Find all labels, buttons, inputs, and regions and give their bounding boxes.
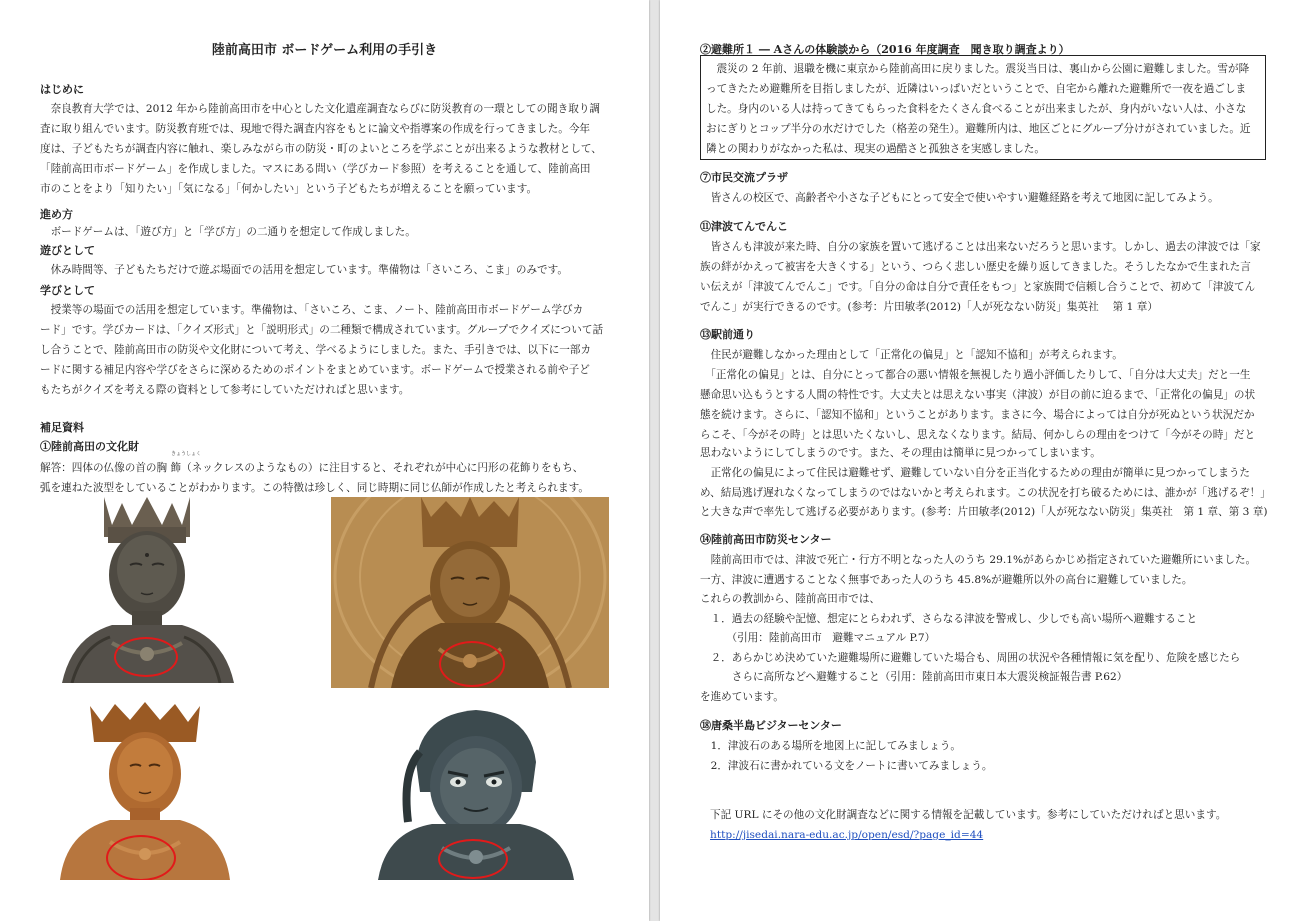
paragraph-line: 思わないようにしてしまうのです。また、その理由は簡単に見つかってしまいます。 (700, 447, 1101, 459)
paragraph-line: 皆さんも津波が来た時、自分の家族を置いて逃げることは出来ないだろうと思います。しかし、過去の津波では「家 (700, 241, 1261, 253)
section-heading-item13: ⑬駅前通り (700, 328, 755, 341)
fudo-statue-photo-4 (372, 702, 580, 880)
section-heading-supplement: 補足資料 (40, 421, 84, 434)
paragraph-line: め、結局逃げ遅れなくなってしまうのではないかと考えられます。この状況を打ち破るためには、誰かが「逃げるぞ！」 (700, 487, 1271, 499)
paragraph-line: ードに関する補足内容や学びをさらに深めるためのポイントをまとめています。ボードゲームで授業される前や子ど (40, 364, 590, 376)
testimony-line: 震災の 2 年前、退職を機に東京から陸前高田に戻りました。震災当日は、裏山から公園に避難しました。雪が降 (706, 63, 1250, 75)
paragraph-line: 一方、津波に遭遇することなく無事であった人のうち 45.8%が避難所以外の高台に避難していました。 (700, 574, 1193, 586)
testimony-line: 隣との関わりがなかった私は、現実の過酷さと孤独さを実感しました。 (706, 143, 1045, 155)
list-item: 2．津波石に書かれている文をノートに書いてみましょう。 (700, 760, 993, 772)
buddha-statue-photo-1 (52, 497, 242, 683)
section-heading-item1: ①陸前高田の文化財 (40, 440, 139, 453)
paragraph-line: 解答：四体の仏像の首の胸 飾（ネックレスのようなもの）に注目すると、それぞれが中心に円形の花飾りをもち、 (40, 462, 584, 474)
paragraph-line: もたちがクイズを考える際の資料として参考にしていただければと思います。 (40, 384, 410, 396)
paragraph-line: 皆さんの校区で、高齢者や小さな子どもにとって安全で使いやすい避難経路を考えて地図に記してみよう。 (700, 192, 1219, 204)
section-heading-intro: はじめに (40, 83, 84, 96)
paragraph-line: と大きな声で率先して逃げる必要があります。(参考：片田敏孝(2012)「人が死なない防災」集英社 第 1 章、第 3 章) (700, 506, 1268, 518)
paragraph-line: い伝えが「津波てんでんこ」です。「自分の命は自分で責任をもつ」と家族間で信頼し合うことで、初めて「津波てん (700, 281, 1256, 293)
paragraph-line: さらに高所などへ避難すること（引用：陸前高田市東日本大震災検証報告書 P.62） (700, 671, 1128, 683)
section-heading-play: 遊びとして (40, 244, 95, 257)
paragraph-line: でんこ」が実行できるのです。(参考：片田敏孝(2012)「人が死なない防災」集英社 第 1 章） (700, 301, 1158, 313)
section-heading-item11: ⑪津波てんでんこ (700, 220, 788, 233)
paragraph-line: ボードゲームは、「遊び方」と「学び方」の二通りを想定して作成しました。 (40, 226, 416, 238)
section-heading-method: 進め方 (40, 208, 73, 221)
paragraph-line: 査に取り組んでいます。防災教育班では、現地で得た調査内容をもとに論文や指導案の作成を行ってきました。今年 (40, 123, 591, 135)
paragraph-line: 授業等の場面での活用を想定しています。準備物は、「さいころ、こま、ノート、陸前高田市ボードゲーム学びカ (40, 304, 584, 316)
necklace-highlight-circle (438, 839, 508, 879)
paragraph-line: し合うことで、陸前高田市の防災や文化財について考え、学べるようにしました。また、手引きでは、以下に一部カ (40, 344, 592, 356)
document-page-right (660, 0, 1309, 921)
buddha-statue-photo-3 (60, 702, 230, 880)
section-heading-item18: ⑱唐桑半島ビジターセンター (700, 719, 842, 732)
paragraph-line: これらの教訓から、陸前高田市では、 (700, 593, 881, 605)
document-page-left (0, 0, 649, 921)
section-heading-learn: 学びとして (40, 284, 95, 297)
paragraph-line: 弧を連ねた波型をしていることがわかります。この特徴は珍しく、同じ時期に同じ仏師が作成したと考えられます。 (40, 482, 589, 494)
paragraph-line: ード」です。学びカードは、「クイズ形式」と「説明形式」の二種類で構成されています。グループでクイズについて話 (40, 324, 604, 336)
testimony-line: ってきたため避難所を目指しましたが、近隣はいっぱいだということで、自宅から離れた避難所で一夜を過ごしま (706, 83, 1247, 95)
paragraph-line: 市のことをより「知りたい」「気になる」「何かしたい」という子どもたちが増えることを願っています。 (40, 183, 538, 195)
paragraph-line: ２．あらかじめ決めていた避難場所に避難していた場合も、周囲の状況や各種情報に気を配り、危険を感じたら (700, 652, 1241, 664)
paragraph-line: （引用：陸前高田市 避難マニュアル P.7） (700, 632, 936, 644)
list-item: 1．津波石のある場所を地図上に記してみましょう。 (700, 740, 961, 752)
section-heading-item7: ⑦市民交流プラザ (700, 171, 788, 184)
necklace-highlight-circle (439, 641, 505, 687)
paragraph-line: 態を続けます。さらに、「認知不協和」ということがあります。まさに今、場合によっては自分が死ぬという状況だか (700, 409, 1255, 421)
paragraph-line: 休み時間等、子どもたちだけで遊ぶ場面での活用を想定しています。準備物は「さいころ、こま」のみです。 (40, 264, 568, 276)
reference-url-link[interactable]: http://jisedai.nara-edu.ac.jp/open/esd/?page_id=44 (710, 829, 984, 841)
ruby-annotation: きょうしょく (171, 451, 202, 457)
paragraph-line: 住民が避難しなかった理由として「正常化の偏見」と「認知不協和」が考えられます。 (700, 349, 1123, 361)
section-heading-item2: ②避難所１ ― Aさんの体験談から（2016 年度調査 聞き取り調査より） (700, 43, 1070, 56)
necklace-highlight-circle (106, 835, 176, 880)
paragraph-line: を進めています。 (700, 691, 784, 703)
buddha-statue-photo-2 (331, 497, 609, 688)
paragraph-line: らこそ、「今がその時」とは思いたくないし、思えなくなります。結局、何かしらの理由をつけて「今がその時」だと (700, 429, 1256, 441)
paragraph-line: 陸前高田市では、津波で死亡・行方不明となった人のうち 29.1%があらかじめ指定されていた避難所にいました。 (700, 554, 1257, 566)
paragraph-line: 正常化の偏見によって住民は避難せず、避難していない自分を正当化するための理由が簡単に見つかってしまうた (700, 467, 1251, 479)
section-heading-item14: ⑭陸前高田市防災センター (700, 533, 832, 546)
paragraph-line: 奈良教育大学では、2012 年から陸前高田市を中心とした文化遺産調査ならびに防災教育の一環としての聞き取り調 (40, 103, 601, 115)
page-title: 陸前高田市 ボードゲーム利用の手引き (211, 43, 438, 58)
paragraph-line: 「正常化の偏見」とは、自分にとって都合の悪い情報を無視したり過小評価したりして、「自分は大丈夫」だと一生 (700, 369, 1251, 381)
testimony-line: おにぎりとコップ半分の水だけでした（格差の発生）。避難所内は、地区ごとにグループ分けがされていました。近 (706, 123, 1251, 135)
paragraph-line: 度は、子どもたちが調査内容に触れ、楽しみながら市の防災・町のよいところを学ぶことが出来るような教材として、 (40, 143, 602, 155)
paragraph-line: 族の絆がかえって被害を大きくする」という、つらく悲しい歴史を繰り返してきました。そうしたなかで生まれた言 (700, 261, 1251, 273)
necklace-highlight-circle (114, 637, 178, 677)
testimony-line: した。身内のいる人は持ってきてもらった食料をたくさん食べることが出来ましたが、身内がいない人は、小さな (706, 103, 1247, 115)
paragraph-line: １．過去の経験や記憶、想定にとらわれず、さらなる津波を警戒し、少しでも高い場所へ避難すること (700, 613, 1198, 625)
paragraph-line: 「陸前高田市ボードゲーム」を作成しました。マスにある問い（学びカード参照）を考えることを通して、陸前高田 (40, 163, 591, 175)
paragraph-line: 懸命思い込もうとする人間の特性です。大丈夫とは思えない事実（津波）が目の前に迫るまで、「正常化の偏見」の状 (700, 389, 1256, 401)
footer-note: 下記 URL にその他の文化財調査などに関する情報を記載しています。参考にしていただければと思います。 (710, 809, 1227, 821)
